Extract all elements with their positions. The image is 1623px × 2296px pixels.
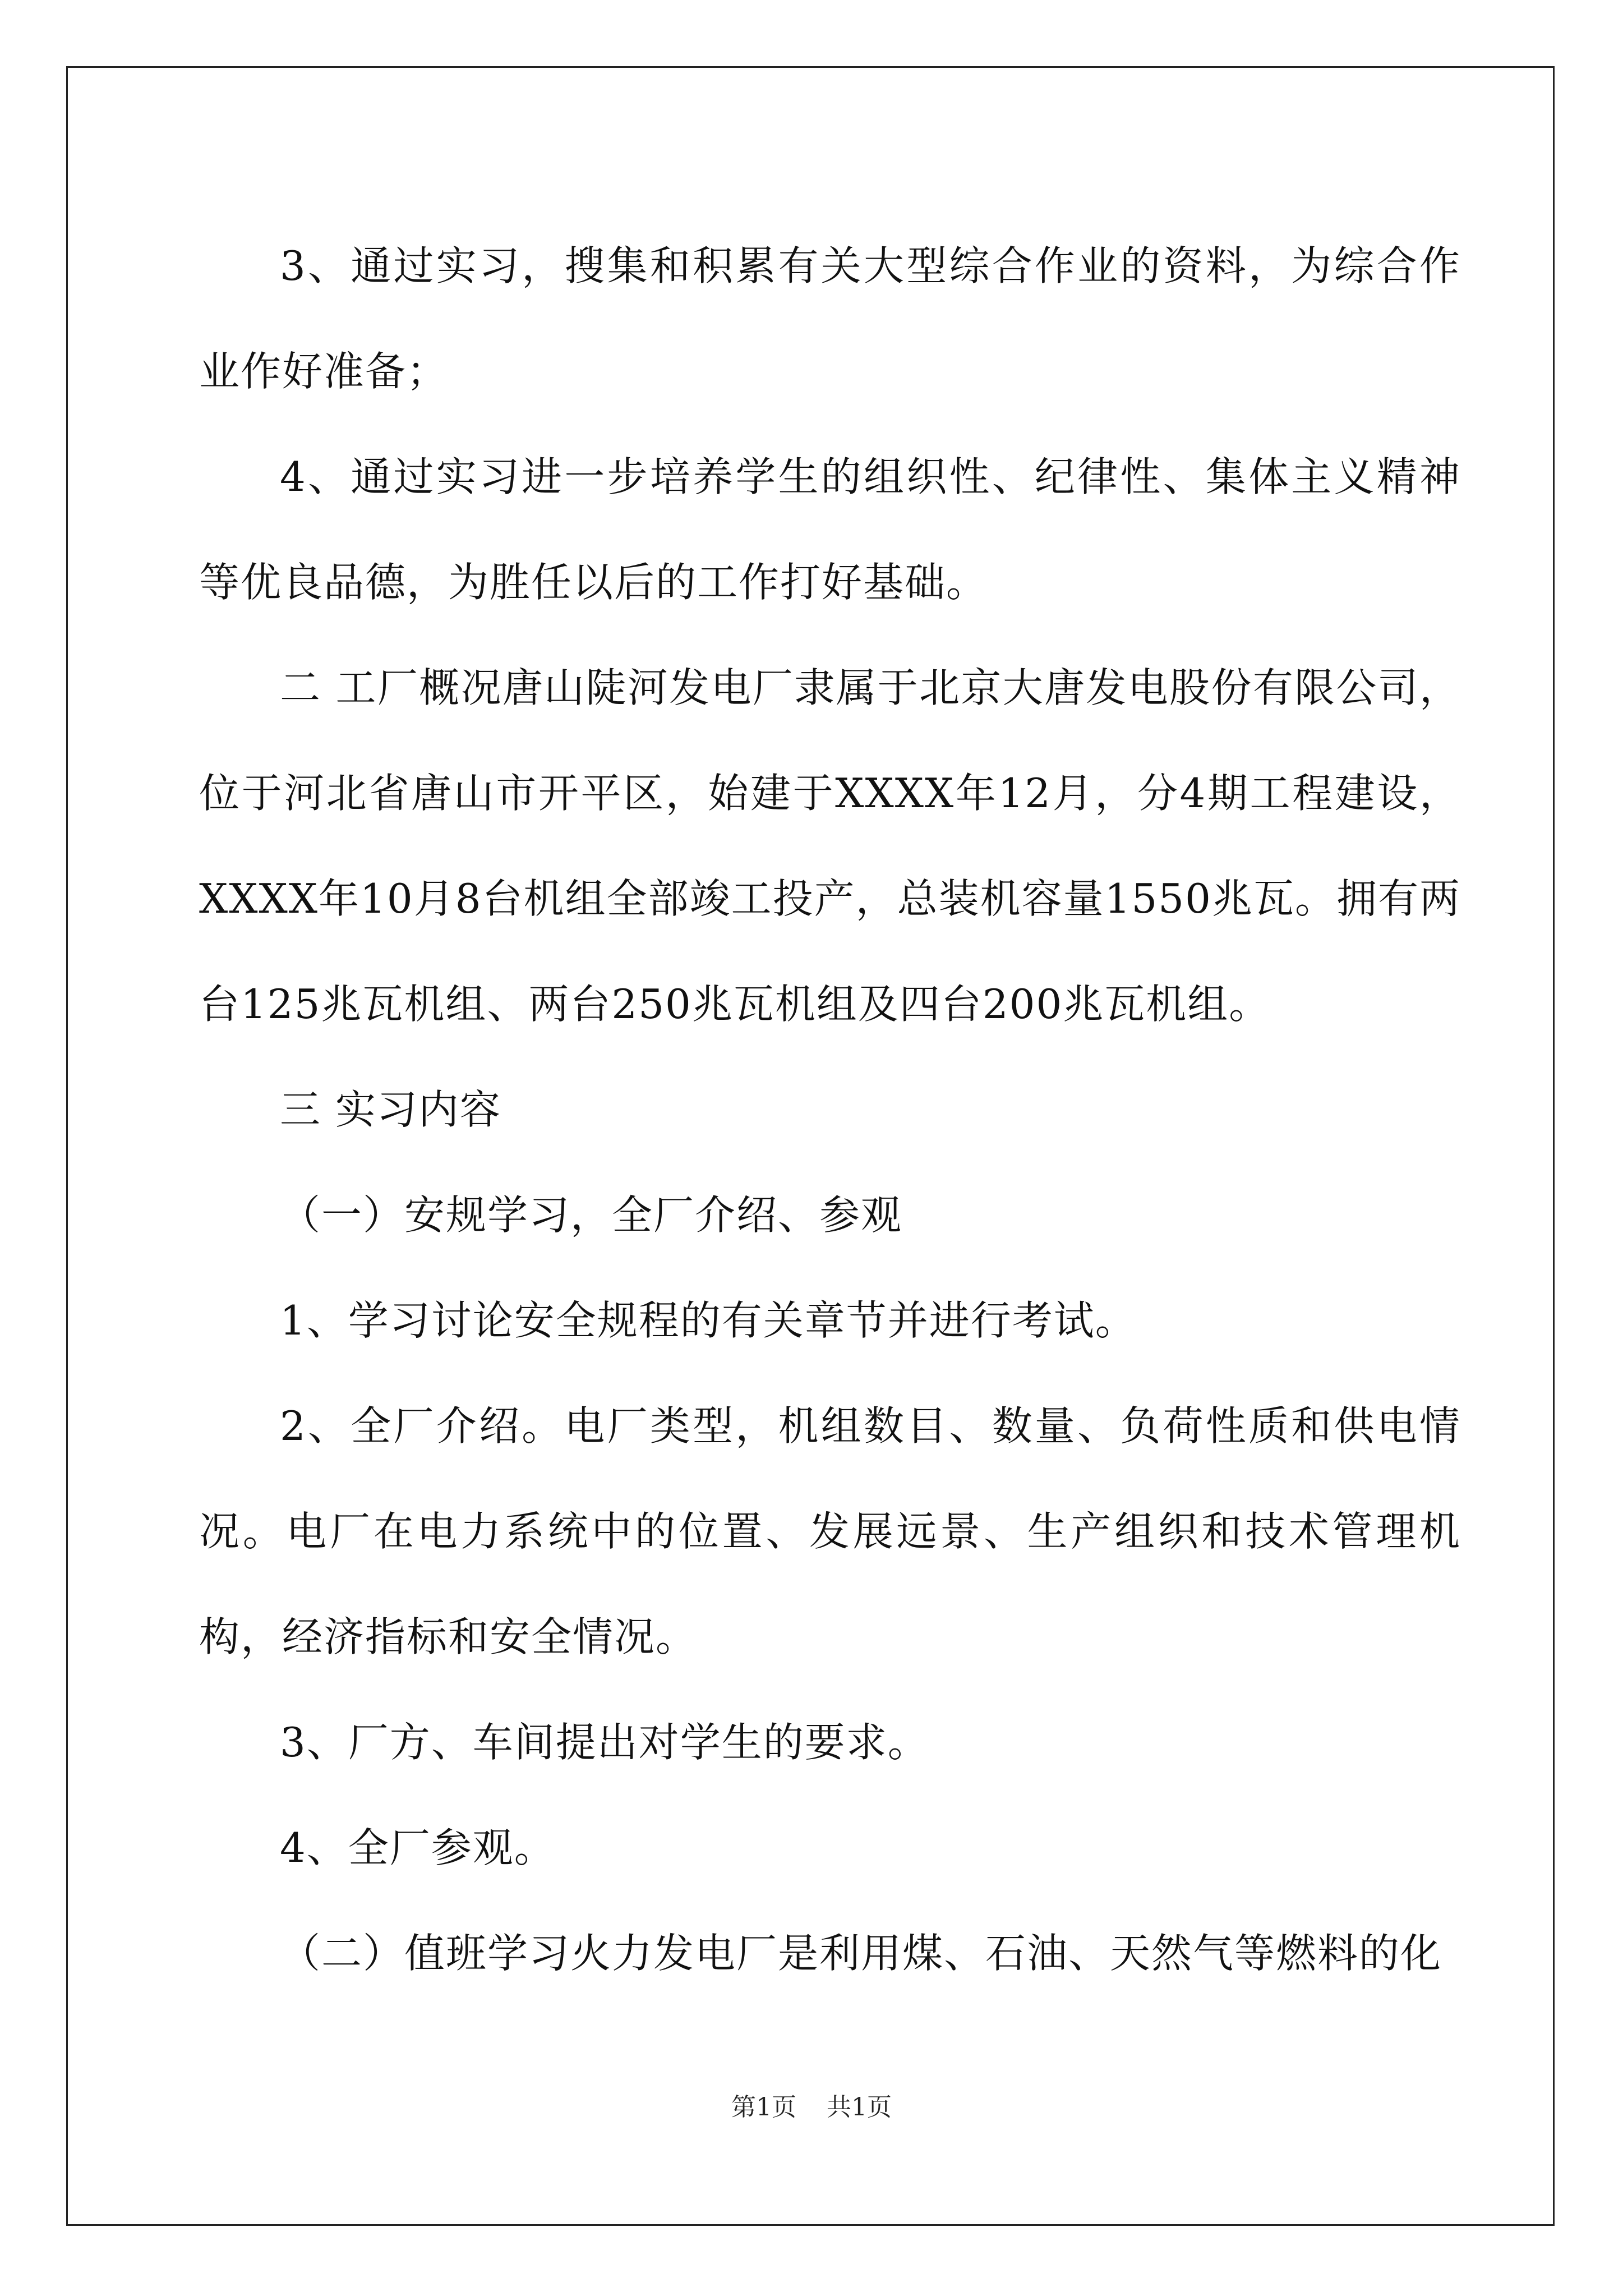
paragraph-6: 3、厂方、车间提出对学生的要求。 xyxy=(280,1719,929,1766)
section-heading-3: 三 实习内容 xyxy=(280,1086,501,1133)
paragraph-4: 1、学习讨论安全规程的有关章节并进行考试。 xyxy=(280,1297,1137,1344)
paragraph-2: 4、通过实习进一步培养学生的组织性、纪律性、集体主义精神等优良品德，为胜任以后的工作打好基础。 xyxy=(199,453,1461,606)
page-footer xyxy=(0,2087,1623,2123)
document-body xyxy=(199,213,1461,2006)
paragraph-8: （二）值班学习火力发电厂是利用煤、石油、天然气等燃料的化 xyxy=(280,1930,1442,1977)
paragraph-1: 3、通过实习，搜集和积累有关大型综合作业的资料，为综合作业作好准备； xyxy=(199,242,1461,395)
page-total: 共1页 xyxy=(827,2093,892,2122)
paragraph-7: 4、全厂参观。 xyxy=(280,1824,556,1871)
paragraph-3: 二 工厂概况唐山陡河发电厂隶属于北京大唐发电股份有限公司，位于河北省唐山市开平区，始建于XXXX年12月，分4期工程建设，XXXX年10月8台机组全部竣工投产，总装机容量1550兆瓦。拥有两台125兆瓦机组、两台250兆瓦机组及四台200兆瓦机组。 xyxy=(199,664,1461,1028)
paragraph-5: 2、全厂介绍。电厂类型，机组数目、数量、负荷性质和供电情况。电厂在电力系统中的位置、发展远景、生产组织和技术管理机构，经济指标和安全情况。 xyxy=(199,1402,1461,1660)
page-number: 第1页 xyxy=(731,2093,796,2122)
subsection-heading-1: （一）安规学习，全厂介绍、参观 xyxy=(280,1191,903,1239)
